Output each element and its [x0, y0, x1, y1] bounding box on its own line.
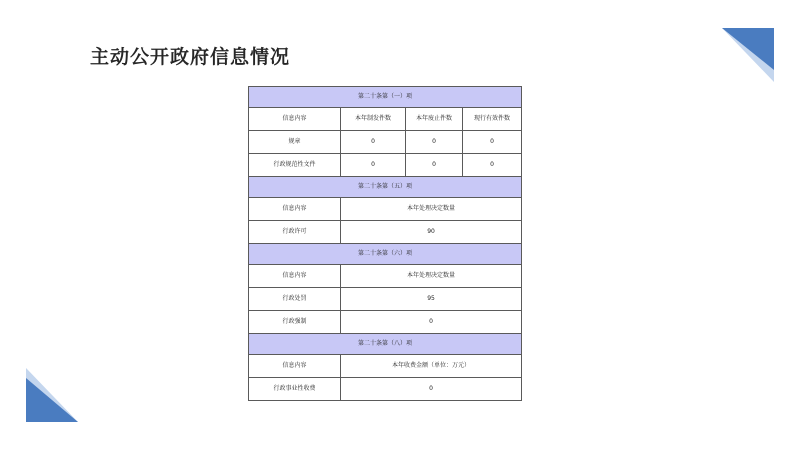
table-header-row	[249, 265, 522, 288]
cell-value: 0	[341, 311, 522, 334]
column-header: 本年收费金额（单位：万元）	[341, 355, 522, 378]
row-label: 行政强制	[249, 311, 341, 334]
table-row	[249, 311, 522, 334]
section-title: 第二十条第（八）项	[249, 334, 522, 355]
cell-value: 95	[341, 288, 522, 311]
cell-value: 0	[341, 131, 406, 154]
column-header: 本年废止件数	[406, 108, 463, 131]
cell-value: 0	[406, 131, 463, 154]
table-header-row	[249, 198, 522, 221]
section-title: 第二十条第（五）项	[249, 177, 522, 198]
cell-value: 0	[463, 154, 522, 177]
section-title: 第二十条第（一）项	[249, 87, 522, 108]
section-title: 第二十条第（六）项	[249, 244, 522, 265]
cell-value: 0	[341, 154, 406, 177]
column-header: 信息内容	[249, 265, 341, 288]
cell-value: 0	[341, 378, 522, 401]
column-header: 信息内容	[249, 108, 341, 131]
row-label: 行政许可	[249, 221, 341, 244]
page-title: 主动公开政府信息情况	[90, 46, 291, 68]
column-header: 现行有效件数	[463, 108, 522, 131]
cell-value: 0	[463, 131, 522, 154]
row-label: 行政事业性收费	[249, 378, 341, 401]
section-header-row	[249, 334, 522, 355]
column-header: 本年制发件数	[341, 108, 406, 131]
row-label: 行政规范性文件	[249, 154, 341, 177]
table-header-row	[249, 355, 522, 378]
section-header-row	[249, 87, 522, 108]
table-row	[249, 221, 522, 244]
table-row	[249, 131, 522, 154]
triangle-decoration-icon	[26, 368, 78, 422]
row-label: 行政处罚	[249, 288, 341, 311]
column-header: 本年处理决定数量	[341, 198, 522, 221]
row-label: 规章	[249, 131, 341, 154]
section-header-row	[249, 177, 522, 198]
table-row	[249, 154, 522, 177]
cell-value: 90	[341, 221, 522, 244]
column-header: 信息内容	[249, 355, 341, 378]
table-row	[249, 378, 522, 401]
column-header: 本年处理决定数量	[341, 265, 522, 288]
triangle-decoration-icon	[722, 28, 774, 82]
column-header: 信息内容	[249, 198, 341, 221]
cell-value: 0	[406, 154, 463, 177]
info-table	[248, 86, 522, 401]
section-header-row	[249, 244, 522, 265]
table-header-row	[249, 108, 522, 131]
table-row	[249, 288, 522, 311]
